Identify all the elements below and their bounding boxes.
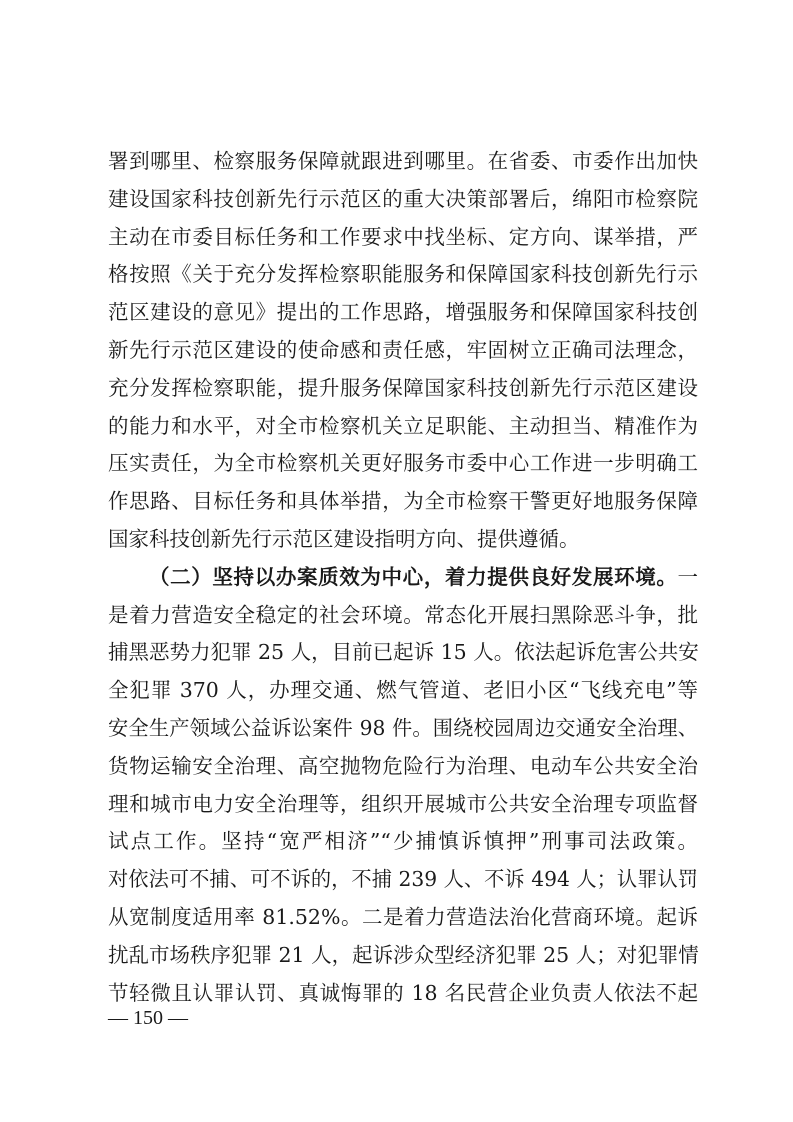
body-text xyxy=(108,143,698,1012)
text-line: 试点工作。坚持“宽严相济”“少捕慎诉慎押”刑事司法政策。 xyxy=(108,829,698,854)
text-line: 署到哪里、检察服务保障就跟进到哪里。在省委、市委作出加快 xyxy=(108,149,698,173)
text-line: 主动在市委目标任务和工作要求中找坐标、定方向、谋举措，严 xyxy=(108,224,698,249)
text-line: 扰乱市场秩序犯罪 21 人，起诉涉众型经济犯罪 25 人；对犯罪情 xyxy=(108,942,699,967)
text-line: 充分发挥检察职能，提升服务保障国家科技创新先行示范区建设 xyxy=(108,375,698,400)
section-heading: （二）坚持以办案质效为中心，着力提供良好发展环境。 xyxy=(149,564,678,589)
text-line: 安全生产领域公益诉讼案件 98 件。围绕校园周边交通安全治理、 xyxy=(108,715,698,740)
text-line: 格按照《关于充分发挥检察职能服务和保障国家科技创新先行示 xyxy=(108,262,698,287)
text-line: 新先行示范区建设的使命感和责任感，牢固树立正确司法理念， xyxy=(108,337,698,362)
text-line: 建设国家科技创新先行示范区的重大决策部署后，绵阳市检察院 xyxy=(108,186,698,211)
text-line: 范区建设的意见》提出的工作思路，增强服务和保障国家科技创 xyxy=(108,300,698,325)
heading-continuation: 一 xyxy=(677,564,698,589)
text-line: 货物运输安全治理、高空抛物危险行为治理、电动车公共安全治 xyxy=(108,753,698,778)
text-line: 作思路、目标任务和具体举措，为全市检察干警更好地服务保障 xyxy=(108,489,698,514)
text-line: 节轻微且认罪认罚、真诚悔罪的 18 名民营企业负责人依法不起 xyxy=(108,980,698,1005)
text-line: 全犯罪 370 人，办理交通、燃气管道、老旧小区“飞线充电”等 xyxy=(108,678,698,703)
text-line: 从宽制度适用率 81.52%。二是着力营造法治化营商环境。起诉 xyxy=(108,904,698,929)
text-line: 是着力营造安全稳定的社会环境。常态化开展扫黑除恶斗争，批 xyxy=(108,602,698,627)
page-number: — 150 — xyxy=(108,1007,188,1029)
text-line: 的能力和水平，对全市检察机关立足职能、主动担当、精准作为 xyxy=(108,413,698,438)
text-line: 国家科技创新先行示范区建设指明方向、提供遵循。 xyxy=(108,526,580,551)
text-line: 压实责任，为全市检察机关更好服务市委中心工作进一步明确工 xyxy=(108,451,698,476)
section-heading-line xyxy=(108,559,698,597)
text-line: 理和城市电力安全治理等，组织开展城市公共安全治理专项监督 xyxy=(108,791,698,816)
text-line: 捕黑恶势力犯罪 25 人，目前已起诉 15 人。依法起诉危害公共安 xyxy=(108,640,699,665)
text-line: 对依法可不捕、可不诉的，不捕 239 人、不诉 494 人；认罪认罚 xyxy=(108,867,698,892)
